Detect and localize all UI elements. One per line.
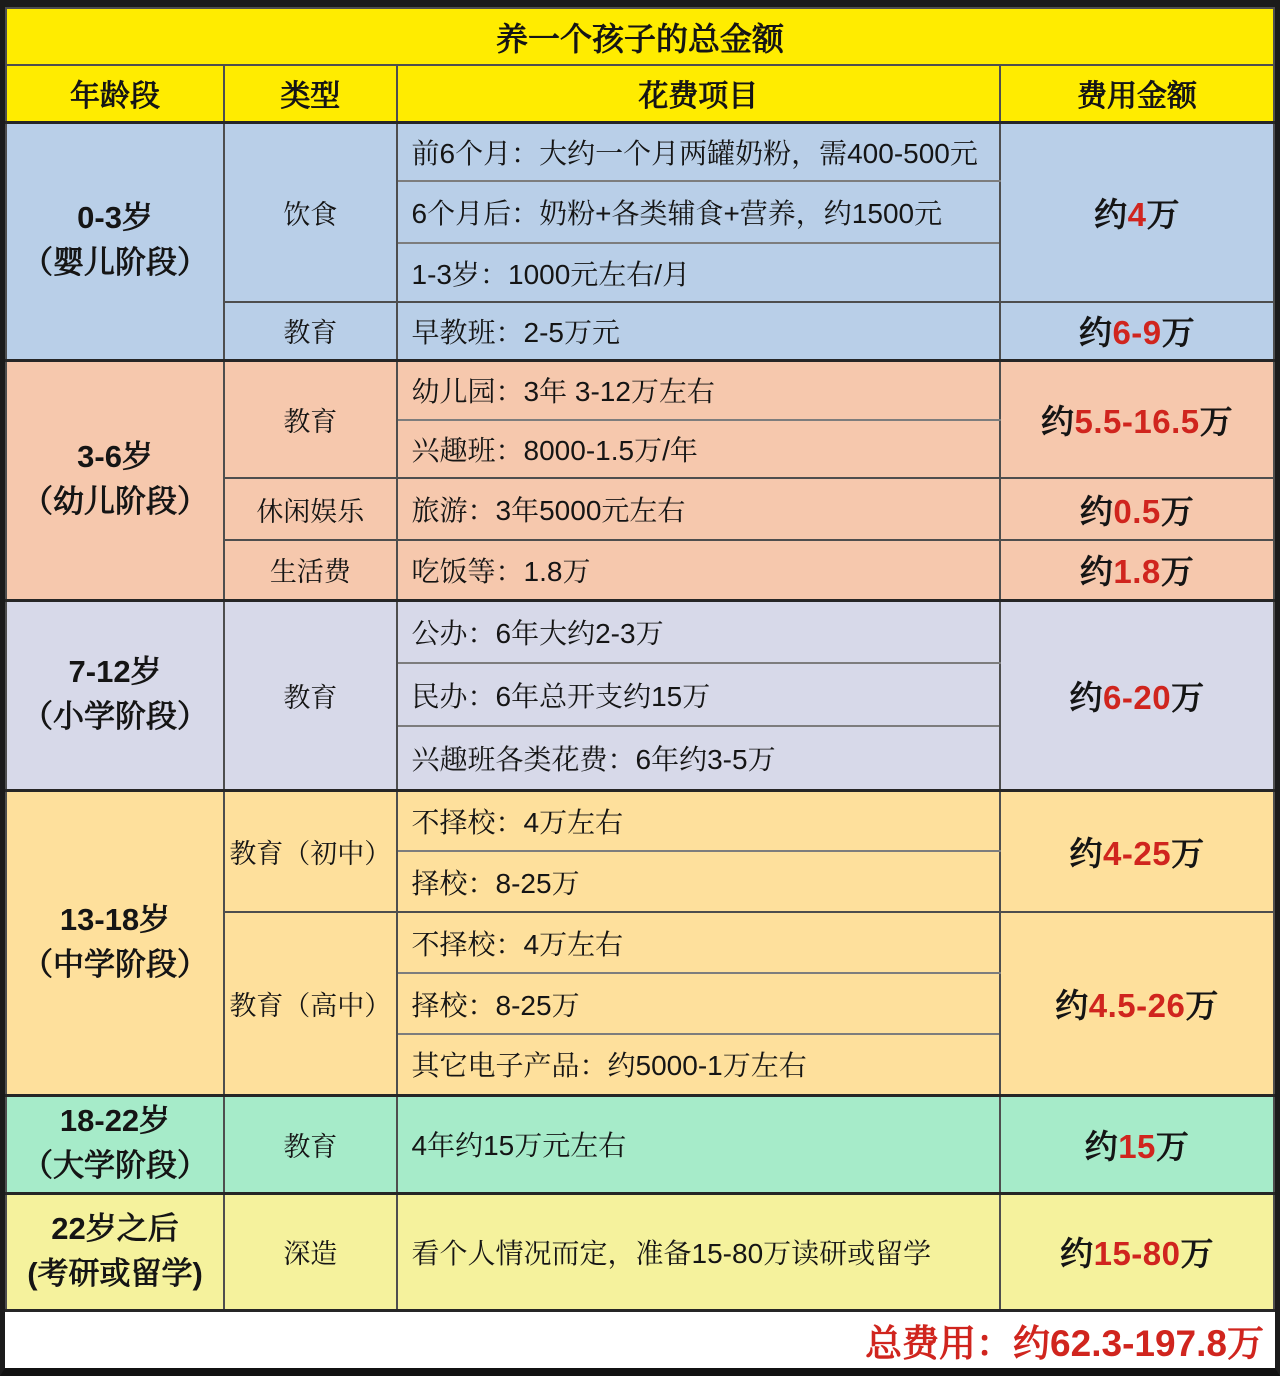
amount-suffix: 万: [1161, 314, 1196, 352]
amount-suffix: 万: [1160, 553, 1195, 591]
amount-value: 0.5: [1113, 492, 1161, 530]
column-header-age: 年龄段: [6, 65, 224, 122]
amount-prefix: 约: [1079, 492, 1114, 530]
amount-prefix: 约: [1078, 314, 1113, 352]
amount-cell: [1000, 478, 1274, 540]
amount-suffix: 万: [1155, 1127, 1190, 1165]
age-cell-13-18: [6, 790, 224, 1095]
amount-prefix: 约: [1055, 986, 1089, 1024]
child-cost-table: [5, 7, 1275, 1368]
amount-value: 4.5-26: [1088, 986, 1186, 1024]
amount-cell: [1000, 122, 1274, 302]
item-cell: 幼儿园：3年 3-12万左右: [397, 360, 1001, 420]
age-stage: （婴儿阶段）: [22, 245, 209, 280]
amount-prefix: 约: [1094, 195, 1128, 233]
amount-prefix: 约: [1041, 402, 1075, 440]
type-cell: 饮食: [224, 122, 396, 302]
amount-cell: [1000, 540, 1274, 600]
amount-prefix: 约: [1079, 553, 1114, 591]
type-cell: 休闲娱乐: [224, 478, 396, 540]
amount-value: 1.8: [1113, 553, 1161, 591]
type-cell: 教育（高中）: [224, 912, 396, 1095]
amount-cell: [1000, 790, 1274, 912]
type-cell: 教育: [224, 302, 396, 360]
item-cell: 吃饭等：1.8万: [397, 540, 1001, 600]
age-cell-7-12: [6, 600, 224, 790]
amount-prefix: 约: [1084, 1127, 1119, 1165]
amount-cell: [1000, 912, 1274, 1095]
amount-value: 15: [1118, 1127, 1156, 1165]
age-cell-0-3: [6, 122, 224, 360]
column-header-amount: 费用金额: [1000, 65, 1274, 122]
age-stage: (考研或留学): [27, 1255, 203, 1291]
item-cell: 择校：8-25万: [397, 851, 1001, 912]
amount-suffix: 万: [1171, 678, 1205, 716]
page-title: 养一个孩子的总金额: [6, 8, 1274, 65]
age-stage: （小学阶段）: [22, 699, 209, 734]
item-cell: 兴趣班：8000-1.5万/年: [397, 420, 1001, 478]
age-range: 13-18岁: [59, 901, 171, 937]
total-cost: 总费用：约62.3-197.8万: [6, 1310, 1274, 1368]
item-cell: 看个人情况而定，准备15-80万读研或留学: [397, 1193, 1001, 1310]
item-cell: 4年约15万元左右: [397, 1095, 1001, 1193]
amount-prefix: 约: [1060, 1235, 1094, 1272]
amount-value: 6-20: [1103, 678, 1172, 716]
age-cell-18-22: [6, 1095, 224, 1193]
item-cell: 早教班：2-5万元: [397, 302, 1001, 360]
item-cell: 民办：6年总开支约15万: [397, 663, 1001, 726]
amount-value: 5.5-16.5: [1074, 402, 1200, 440]
item-cell: 6个月后：奶粉+各类辅食+营养，约1500元: [397, 181, 1001, 243]
age-cell-after-22: [6, 1193, 224, 1310]
item-cell: 旅游：3年5000元左右: [397, 478, 1001, 540]
age-range: 3-6岁: [77, 439, 153, 475]
item-cell: 兴趣班各类花费：6年约3-5万: [397, 726, 1001, 790]
amount-prefix: 约: [1069, 678, 1104, 716]
type-cell: 深造: [224, 1193, 396, 1310]
age-stage: （幼儿阶段）: [22, 484, 209, 519]
amount-cell: [1000, 360, 1274, 478]
item-cell: 择校：8-25万: [397, 973, 1001, 1034]
amount-suffix: 万: [1146, 195, 1180, 233]
amount-suffix: 万: [1185, 986, 1219, 1024]
age-range: 18-22岁: [59, 1103, 171, 1139]
item-cell: 前6个月：大约一个月两罐奶粉，需400-500元: [397, 122, 1001, 181]
item-cell: 其它电子产品：约5000-1万左右: [397, 1034, 1001, 1095]
type-cell: 教育: [224, 1095, 396, 1193]
amount-prefix: 约: [1069, 834, 1104, 872]
item-cell: 不择校：4万左右: [397, 912, 1001, 973]
age-range: 22岁之后: [51, 1210, 179, 1246]
age-stage: （大学阶段）: [22, 1148, 209, 1183]
type-cell: 教育: [224, 360, 396, 478]
amount-cell: [1000, 600, 1274, 790]
column-header-items: 花费项目: [397, 65, 1001, 122]
amount-value: 6-9: [1112, 314, 1162, 352]
amount-cell: [1000, 1095, 1274, 1193]
amount-cell: [1000, 1193, 1274, 1310]
amount-suffix: 万: [1199, 402, 1234, 440]
amount-suffix: 万: [1171, 834, 1205, 872]
amount-suffix: 万: [1160, 492, 1195, 530]
amount-suffix: 万: [1180, 1235, 1214, 1272]
age-stage: （中学阶段）: [22, 946, 209, 982]
age-range: 7-12岁: [68, 654, 162, 690]
amount-value: 15-80: [1093, 1235, 1181, 1272]
age-cell-3-6: [6, 360, 224, 600]
amount-value: 4: [1127, 195, 1147, 233]
item-cell: 1-3岁：1000元左右/月: [397, 243, 1001, 302]
item-cell: 公办：6年大约2-3万: [397, 600, 1001, 663]
amount-cell: [1000, 302, 1274, 360]
type-cell: 生活费: [224, 540, 396, 600]
item-cell: 不择校：4万左右: [397, 790, 1001, 851]
type-cell: 教育（初中）: [224, 790, 396, 912]
amount-value: 4-25: [1103, 834, 1172, 872]
column-header-type: 类型: [224, 65, 396, 122]
type-cell: 教育: [224, 600, 396, 790]
age-range: 0-3岁: [77, 200, 153, 236]
